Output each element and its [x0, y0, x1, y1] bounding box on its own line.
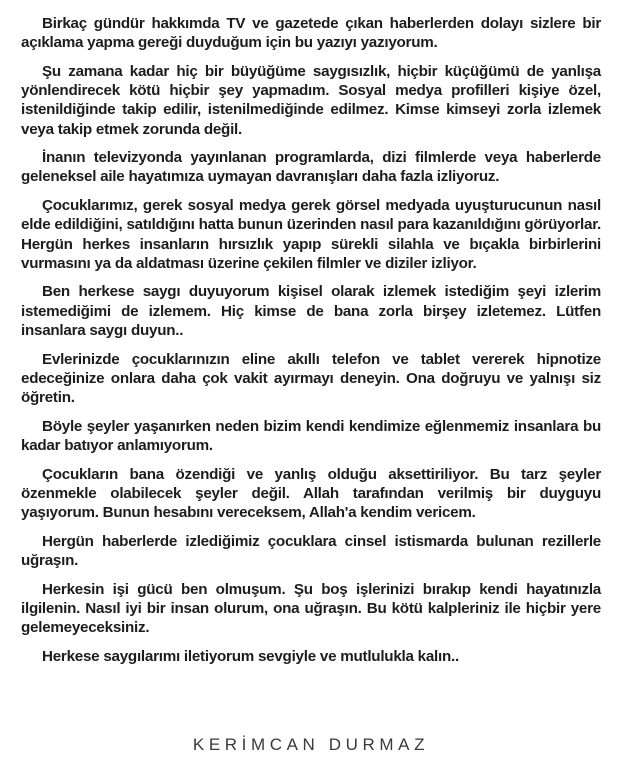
paragraph-2: Şu zamana kadar hiç bir büyüğüme saygısızlık, hiçbir küçüğümü de yanlışa yönlendirecek kötü hiçbir şey yapmadım. Sosyal medya profilleri kişiye özel, istenildiğinde takip edilir, istenilmediğinde edilmez. Kimse kimseyi zorla izlemek veya takip etmek zorunda değil. [21, 62, 601, 138]
paragraph-8: Çocukların bana özendiği ve yanlış olduğu aksettiriliyor. Bu tarz şeyler özenmekle olabilecek şeyler değil. Allah tarafından verilmiş bir duyguyu yaşıyorum. Bunun hesabını vereceksem, Allah'a kendim vericem. [21, 465, 601, 521]
paragraph-6: Evlerinizde çocuklarınızın eline akıllı telefon ve tablet vererek hipnotize edeceğinize onlara daha çok vakit ayırmayı deneyin. Ona doğruyu ve yalnışı siz öğretin. [21, 350, 601, 406]
paragraph-5: Ben herkese saygı duyuyorum kişisel olarak izlemek istediğim şeyi izlerim istemediğimi de izlemem. Hiç kimse de bana zorla birşey izletemez. Lütfen insanlara saygı duyun.. [21, 283, 601, 339]
paragraph-3: İnanın televizyonda yayınlanan programlarda, dizi filmlerde veya haberlerde geleneksel aile hayatımıza uymayan davranışları daha fazla izliyoruz. [21, 149, 601, 186]
paragraph-4: Çocuklarımız, gerek sosyal medya gerek görsel medyada uyuşturucunun nasıl elde edildiğini, satıldığını hatta bunun üzerinden nasıl para kazanıldığını görüyorlar. Hergün herkes insanların hırsızlık yapıp sürekli silahla ve bıçakla birbirlerini vurmasını ya da aldatması üzerine çekilen filmler ve diziler izliyor. [21, 197, 601, 272]
paragraph-7: Böyle şeyler yaşanırken neden bizim kendi kendimize eğlenmemiz insanlara bu kadar batıyor anlamıyorum. [21, 417, 601, 454]
paragraph-9: Hergün haberlerde izlediğimiz çocuklara cinsel istismarda bulunan rezillerle uğraşın. [21, 532, 601, 569]
paragraph-11: Herkese saygılarımı iletiyorum sevgiyle ve mutlulukla kalın.. [42, 647, 459, 665]
signature: KERİMCAN DURMAZ [192, 735, 430, 754]
paragraph-1: Birkaç gündür hakkımda TV ve gazetede çıkan haberlerden dolayı sizlere bir açıklama yapma gereği duyduğum için bu yazıyı yazıyorum. [21, 15, 601, 52]
letter-body [21, 14, 601, 675]
paragraph-10: Herkesin işi gücü ben olmuşum. Şu boş işlerinizi bırakıp kendi hayatınızla ilgilenin. Nasıl iyi bir insan olurum, ona uğraşın. Bu kötü kalpleriniz ile hiçbir yere gelemeyeceksiniz. [21, 580, 601, 636]
